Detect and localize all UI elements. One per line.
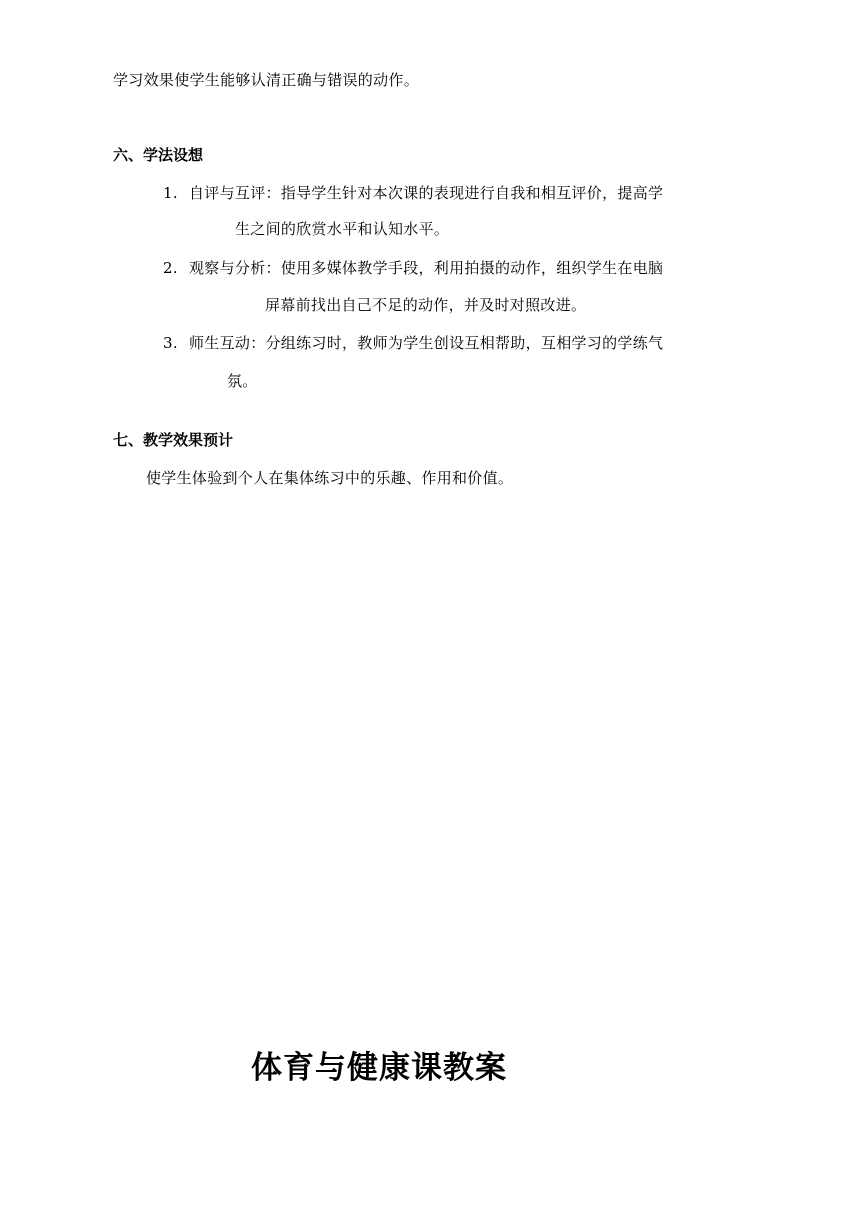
section-6-item-3-line-1 <box>163 333 663 353</box>
item-2-text: 观察与分析：使用多媒体教学手段，利用拍摄的动作，组织学生在电脑 <box>189 259 664 277</box>
item-1-text: 自评与互评：指导学生针对本次课的表现进行自我和相互评价，提高学 <box>189 184 664 202</box>
section-6-item-1-line-1 <box>163 183 663 203</box>
section-6-item-3-line-2: 氛。 <box>227 372 258 390</box>
item-1-number: 1. <box>163 184 178 202</box>
section-6-item-1-line-2: 生之间的欣赏水平和认知水平。 <box>235 220 450 238</box>
section-6-item-2-line-2: 屏幕前找出自己不足的动作，并及时对照改进。 <box>265 296 587 314</box>
item-3-number: 3. <box>163 334 178 352</box>
section-7-heading: 七、教学效果预计 <box>113 431 234 449</box>
item-2-number: 2. <box>163 259 178 277</box>
section-7-body: 使学生体验到个人在集体练习中的乐趣、作用和价值。 <box>146 469 514 487</box>
section-6-heading: 六、学法设想 <box>113 146 204 164</box>
intro-line: 学习效果使学生能够认清正确与错误的动作。 <box>113 71 420 89</box>
document-title: 体育与健康课教案 <box>251 1050 507 1086</box>
item-3-text: 师生互动：分组练习时，教师为学生创设互相帮助，互相学习的学练气 <box>189 334 664 352</box>
section-6-item-2-line-1 <box>163 258 663 278</box>
